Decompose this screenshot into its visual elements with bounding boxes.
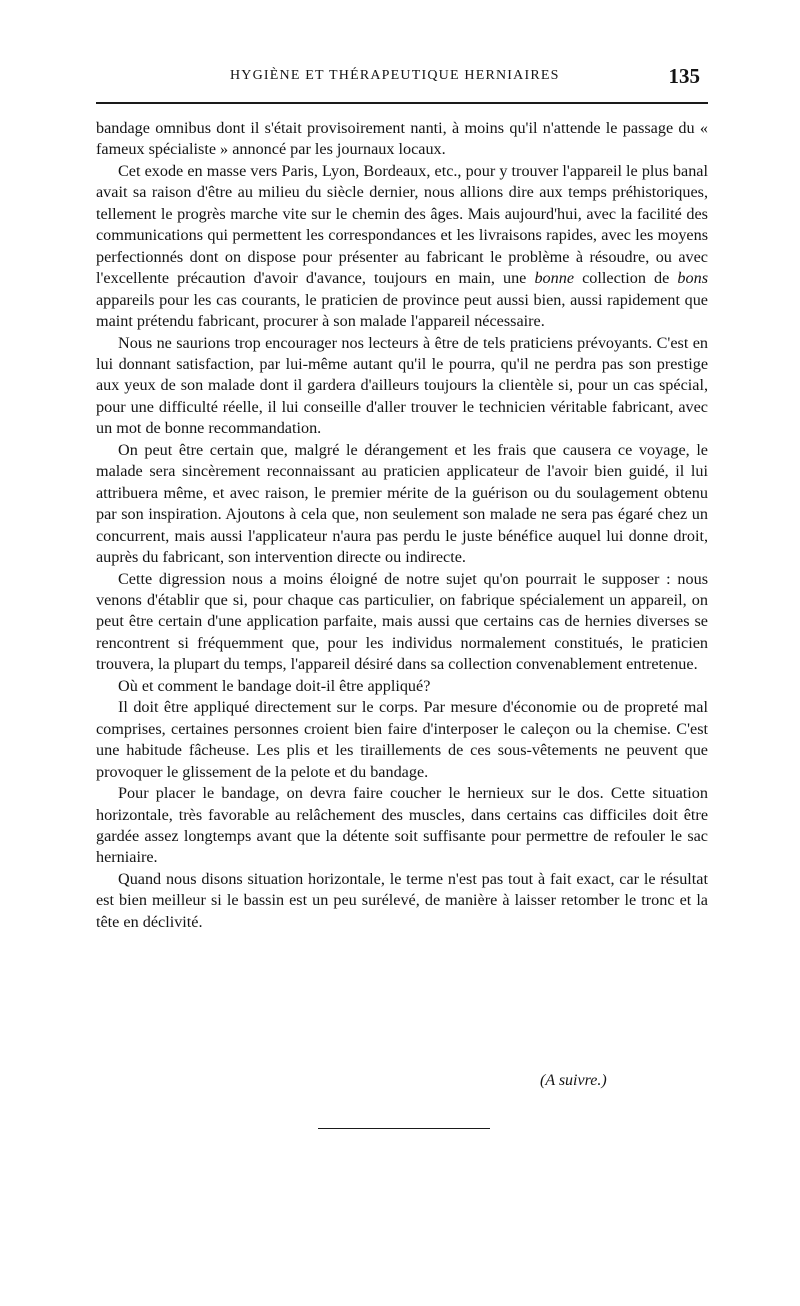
italic-word: bons	[677, 269, 708, 288]
paragraph: Quand nous disons situation horizontale, le terme n'est pas tout à fait exact, car le résultat est bien meilleur si le bassin est un peu surélevé, de manière à laisser retomber le tronc et la tête en déclivité.	[96, 869, 708, 931]
running-title: HYGIÈNE ET THÉRAPEUTIQUE HERNIAIRES	[230, 68, 560, 83]
paragraph: Cette digression nous a moins éloigné de notre sujet qu'on pourrait le supposer : nous venons d'établir que si, pour chaque cas particulier, on fabrique spécialement un appareil, on peut être certain d'une application parfaite, mais aussi que certains cas de hernies diverses se rencontrent si fréquemment que, pour les individus normalement constitués, le praticien trouvera, la plupart du temps, l'appareil désiré dans sa collection convenablement entretenue.	[96, 569, 708, 674]
paragraph: bandage omnibus dont il s'était provisoirement nanti, à moins qu'il n'attende le passage du « fameux spécialiste » annoncé par les journaux locaux.	[96, 119, 708, 159]
page-number: 135	[668, 64, 700, 88]
header-rule	[96, 102, 708, 104]
paragraph: Il doit être appliqué directement sur le corps. Par mesure d'économie ou de propreté mal comprises, certaines personnes croient bien faire d'interposer le caleçon ou la chemise. C'est une habitude fâcheuse. Les plis et les tiraillements de ces sous-vêtements ne peuvent que provoquer le glissement de la pelote et du bandage.	[96, 698, 708, 781]
paragraph: Nous ne saurions trop encourager nos lecteurs à être de tels praticiens prévoyants. C'est en lui donnant satisfaction, par lui-même autant qu'il le pourra, qu'il ne perdra pas son prestige aux yeux de son malade dont il gardera d'ailleurs toujours la clientèle si, pour un cas spécial, pour une difficulté réelle, il lui conseille d'aller trouver le technicien véritable fabricant, avec un mot de bonne recommandation.	[96, 333, 708, 438]
page-header	[96, 64, 706, 94]
end-rule	[318, 1128, 490, 1129]
section-question: Où et comment le bandage doit-il être appliqué?	[118, 676, 431, 695]
to-be-continued: (A suivre.)	[540, 1072, 607, 1089]
paragraph: Pour placer le bandage, on devra faire coucher le hernieux sur le dos. Cette situation horizontale, très favorable au relâchement des muscles, dans certains cas difficiles doit être gardée assez longtemps avant que la détente soit suffisante pour permettre de refouler le sac herniaire.	[96, 784, 708, 867]
italic-word: bonne	[534, 269, 575, 288]
body-text	[96, 118, 708, 933]
paragraph: Cet exode en masse vers Paris, Lyon, Bordeaux, etc., pour y trouver l'appareil le plus banal avait sa raison d'être au milieu du siècle dernier, nous allions dire aux temps préhistoriques, tellement le progrès marche vite sur le chemin des âges. Mais aujourd'hui, avec la facilité des communications qui permettent les correspondances et les livraisons rapides, avec les moyens perfectionnés dont on dispose pour présenter au fabricant le problème à résoudre, ou avec l'excellente précaution d'avoir d'avance, toujours en main, une bonne collection de bons appareils pour les cas courants, le praticien de province peut aussi bien, aussi rapidement que maint prétendu fabricant, procurer à son malade l'appareil nécessaire.	[96, 161, 708, 331]
paragraph: On peut être certain que, malgré le dérangement et les frais que causera ce voyage, le malade sera sincèrement reconnaissant au praticien applicateur de l'avoir bien guidé, il lui attribuera même, et avec raison, le premier mérite de la guérison ou du soulagement obtenu par son inspiration. Ajoutons à cela que, non seulement son malade ne sera pas égaré chez un concurrent, mais aussi l'applicateur n'aura pas perdu le juste bénéfice auquel lui donne droit, auprès du fabricant, son intervention directe ou indirecte.	[96, 440, 708, 567]
